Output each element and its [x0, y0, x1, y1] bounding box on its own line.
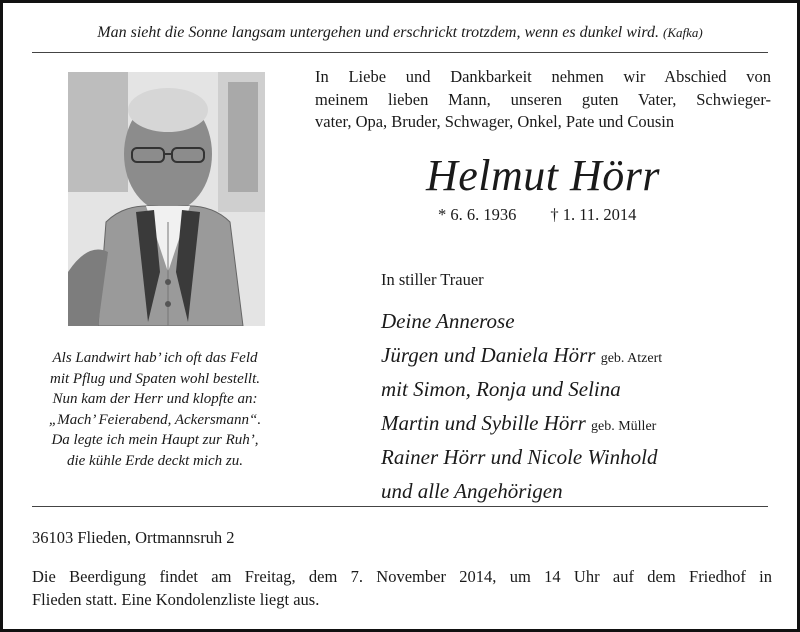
farmer-poem — [30, 348, 280, 471]
funeral-line: Flieden statt. Eine Kondolenzliste liegt aus. — [32, 589, 320, 609]
funeral-line: Die Beerdigung findet am Freitag, dem 7. November 2014, um 14 Uhr auf dem Friedhof in — [32, 567, 772, 586]
mourner-line: Rainer Hörr und Nicole Winhold — [381, 445, 658, 469]
mourner-line: Jürgen und Daniela Hörr geb. Atzert — [381, 343, 663, 367]
birth-date: * 6. 6. 1936 — [438, 205, 517, 224]
life-dates — [438, 205, 670, 225]
family-address: 36103 Flieden, Ortmannsruh 2 — [32, 528, 235, 547]
poem-line: Da legte ich mein Haupt zur Ruh’, — [51, 432, 259, 448]
intro-line: vater, Opa, Bruder, Schwager, Onkel, Pate und Cousin — [315, 112, 675, 131]
poem-line: die kühle Erde deckt mich zu. — [66, 452, 244, 469]
poem-line: „Mach’ Feierabend, Ackersmann“. — [48, 411, 262, 428]
intro-line: In Liebe und Dankbarkeit nehmen wir Abschied von — [315, 67, 771, 86]
poem-line: Nun kam der Herr und klopfte an: — [52, 391, 258, 407]
bottom-rule — [32, 506, 768, 507]
top-rule — [32, 52, 768, 53]
mourner-line: mit Simon, Ronja und Selina — [381, 377, 621, 401]
quote-text: Man sieht die Sonne langsam untergehen und erschrickt trotzdem, wenn es dunkel wird. — [97, 24, 659, 41]
funeral-notice — [32, 566, 772, 611]
mourner-line: Martin und Sybille Hörr geb. Müller — [381, 411, 657, 435]
farewell-intro — [315, 66, 771, 134]
death-date: † 1. 11. 2014 — [550, 205, 637, 224]
portrait-photo — [68, 72, 265, 326]
mourners-list — [381, 306, 662, 510]
mourner-line: und alle Angehörigen — [381, 479, 563, 503]
quote-attribution: (Kafka) — [662, 25, 703, 40]
deceased-name: Helmut Hörr — [425, 151, 661, 200]
poem-line: Als Landwirt hab’ ich oft das Feld — [52, 350, 258, 366]
kafka-quote — [0, 24, 800, 42]
mourner-line: Deine Annerose — [381, 309, 515, 333]
intro-line: meinem lieben Mann, unseren guten Vater, Schwieger- — [315, 89, 771, 109]
poem-line: mit Pflug und Spaten wohl bestellt. — [50, 370, 260, 387]
mourning-intro: In stiller Trauer — [381, 270, 484, 289]
